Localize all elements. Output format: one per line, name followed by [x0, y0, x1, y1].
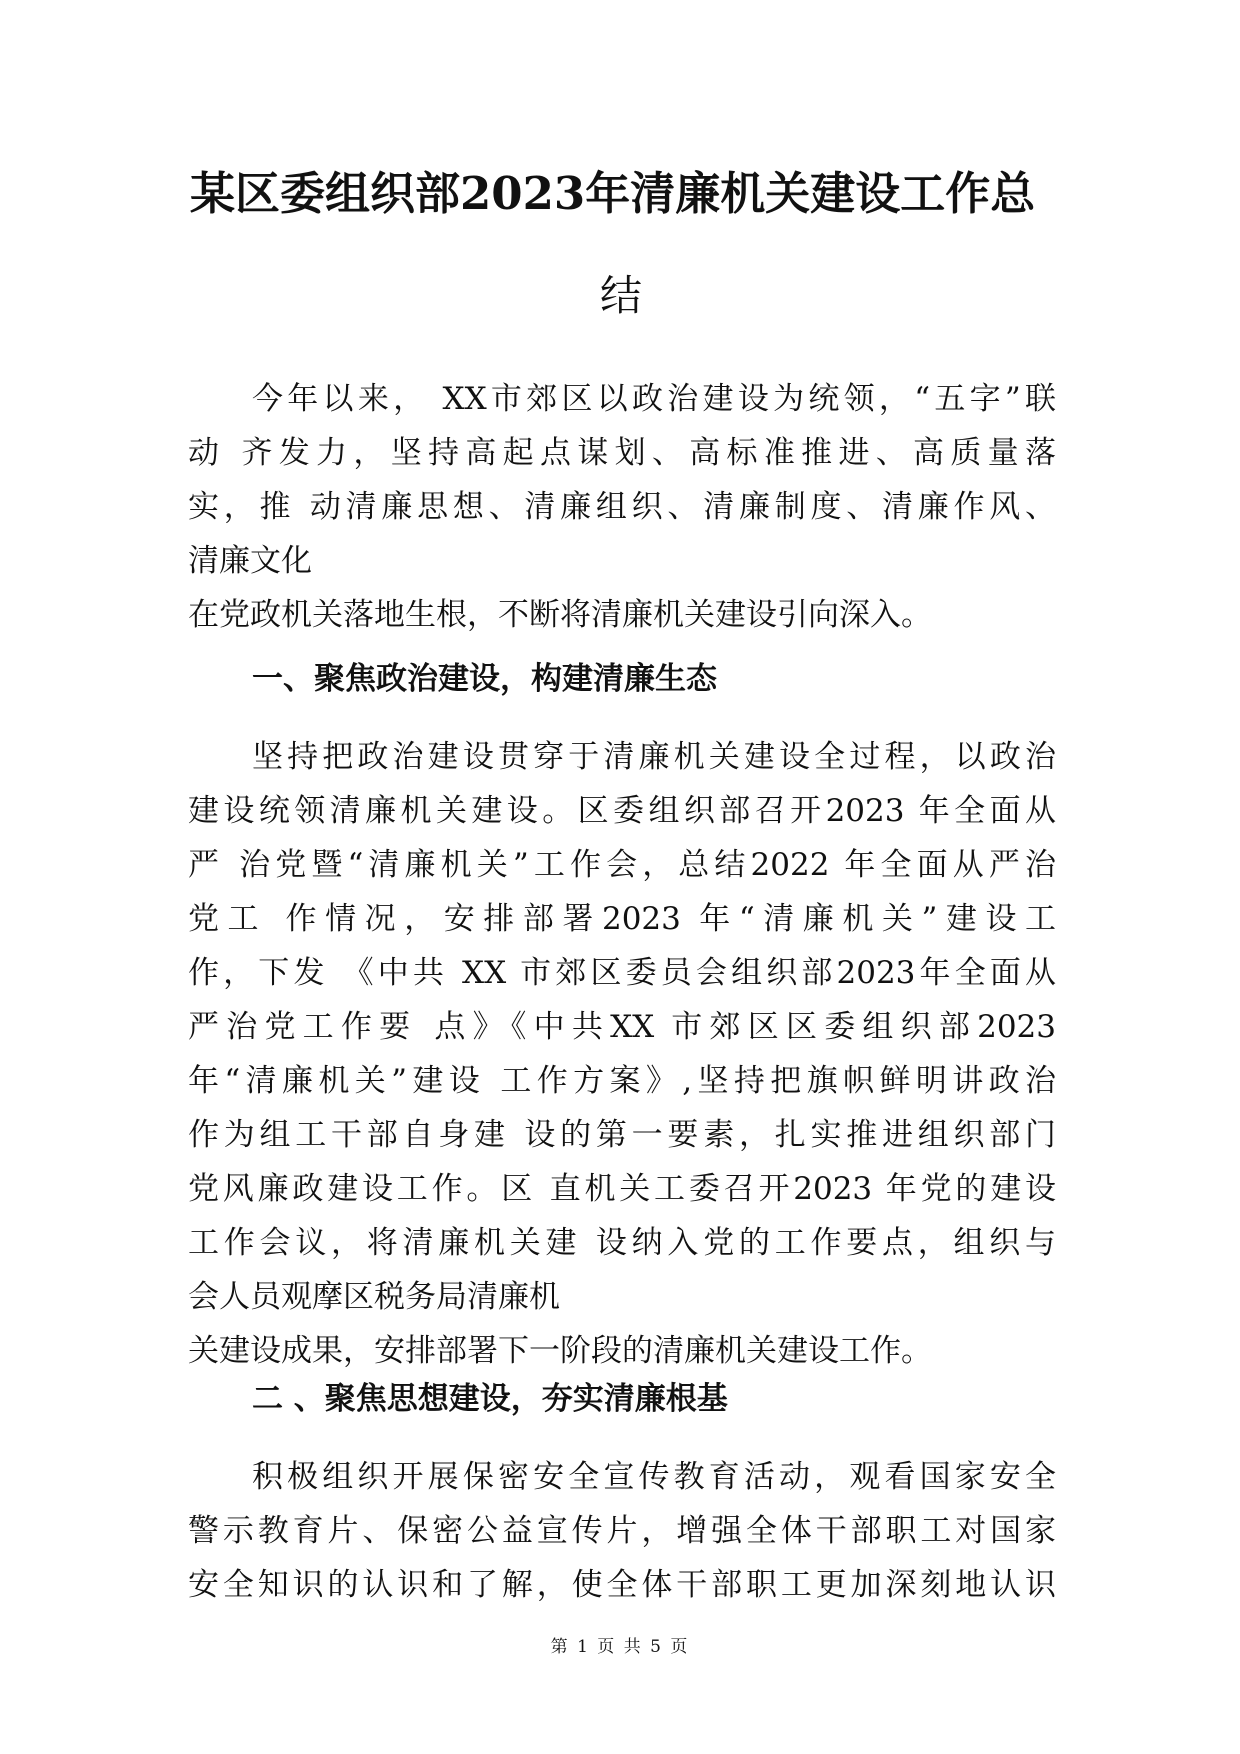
intro-line: 今年以来， XX市郊区以政治建设为统领，“五字”联 [252, 381, 1056, 417]
section-2-line: 警示教育片、保密公益宣传片，增强全体干部职工对国家 [188, 1513, 1056, 1549]
section-2-paragraph [188, 1450, 1056, 1612]
section-1-line: 作为组工干部自身建 设的第一要素，扎实推进组织部门 [188, 1117, 1056, 1153]
section-2-line: 积极组织开展保密安全宣传教育活动，观看国家安全 [252, 1459, 1056, 1495]
intro-line: 实，推 动清廉思想、清廉组织、清廉制度、清廉作风、 [188, 489, 1056, 525]
section-2-line: 安全知识的认识和了解，使全体干部职工更加深刻地认识 [188, 1567, 1056, 1603]
section-1-line: 严治党工作要 点》《中共XX 市郊区区委组织部2023 [188, 1009, 1056, 1045]
section-1-line: 关建设成果，安排部署下一阶段的清廉机关建设工作。 [188, 1333, 932, 1369]
page-number-footer: 第 1 页 共 5 页 [550, 1637, 690, 1657]
intro-line: 在党政机关落地生根，不断将清廉机关建设引向深入。 [188, 597, 932, 633]
section-1-line: 作，下发 《中共 XX 市郊区委员会组织部2023年全面从 [188, 955, 1056, 991]
section-1-line: 严 治党暨“清廉机关”工作会，总结2022 年全面从严治 [188, 847, 1056, 883]
section-1-line: 年“清廉机关”建设 工作方案》,坚持把旗帜鲜明讲政治 [188, 1063, 1056, 1099]
document-title-line1: 某区委组织部2023年清廉机关建设工作总 [190, 167, 1036, 220]
intro-line: 动 齐发力，坚持高起点谋划、高标准推进、高质量落 [188, 435, 1056, 471]
intro-paragraph [188, 372, 1056, 642]
document-title [190, 168, 1070, 220]
document-title-line2: 结 [600, 271, 643, 320]
section-1-line: 党风廉政建设工作。区 直机关工委召开2023 年党的建设 [188, 1171, 1056, 1207]
section-1-paragraph [188, 730, 1056, 1378]
section-1-line: 会人员观摩区税务局清廉机 [188, 1279, 560, 1315]
section-1-line: 党工 作情况，安排部署2023 年“清廉机关”建设工 [188, 901, 1056, 937]
section-1-line: 建设统领清廉机关建设。区委组织部召开2023 年全面从 [188, 793, 1056, 829]
section-1-line: 工作会议，将清廉机关建 设纳入党的工作要点，组织与 [188, 1225, 1056, 1261]
section-1-line: 坚持把政治建设贯穿于清廉机关建设全过程，以政治 [252, 739, 1056, 775]
section-heading-2: 二 、聚焦思想建设，夯实清廉根基 [252, 1381, 728, 1417]
section-heading-1: 一、聚焦政治建设，构建清廉生态 [252, 661, 717, 697]
intro-line: 清廉文化 [188, 543, 312, 579]
